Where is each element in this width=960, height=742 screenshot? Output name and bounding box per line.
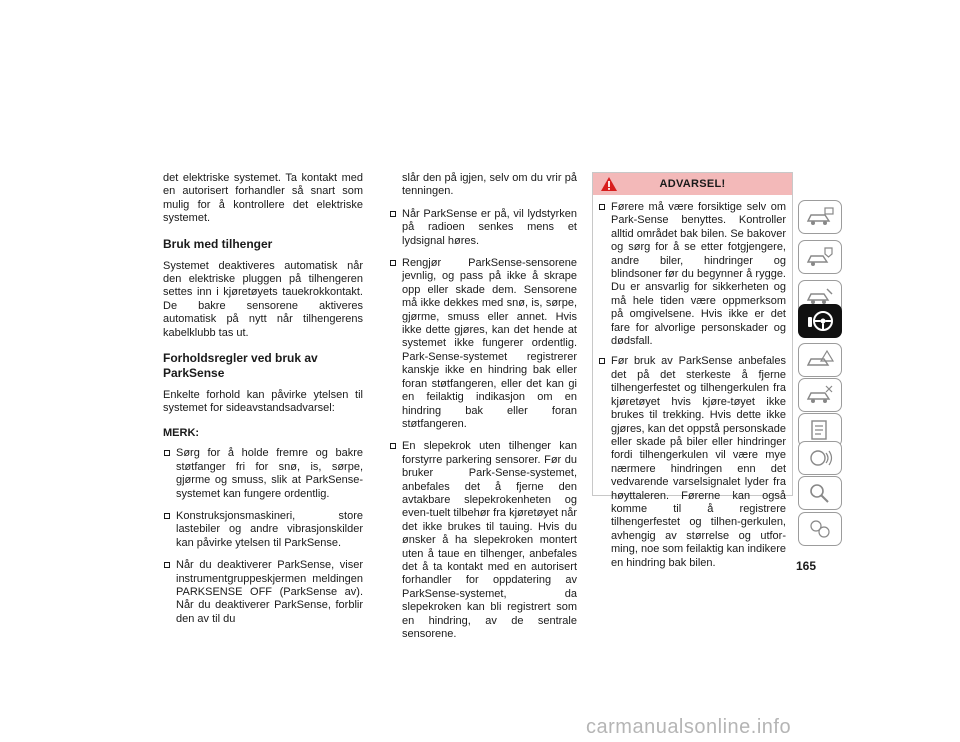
list-item: Rengjør ParkSense-sensorene jevnlig, og pass på ikke å skrape opp eller skade dem. Sensorene må ikke dekkes med snø, is, sørpe, gjørme, smuss eller annet. Hvis ikke dette gjøres, kan det hende at systemet ikke fungerer ordentlig. Park-Sense-systemet registrerer kanskje ikke en hindring bak eller foran støtfangeren, eller det kan gi en feilaktig indikasjon om en hindring bak eller foran støtfangeren.: [389, 257, 577, 431]
car-info-icon: [805, 205, 835, 229]
warning-title: ADVARSEL!: [659, 178, 726, 190]
warning-box: [592, 172, 793, 569]
language-icon: [805, 517, 835, 541]
tab-starting-operating[interactable]: [798, 304, 842, 338]
list-item: Før bruk av ParkSense anbefales det på det sterkeste å fjerne tilhengerfestet og tilhengerkulen fra kjøretøyet hvis kjøre-tøyet ikke brukes til trekking. Hvis dette ikke gjøres, kan det oppstå personskade eller skade på biler eller hindringer fordi tilhengerkulen vil være mye nærmere hindringen enn det vedvarende varselsignalet lyder fra høyttaleren. Førerne kan også komme til å registrere tilhengerfestet og tilhen-gerkulen, avhengig av størrelse og utfor-ming, noe som feilaktig kan indikere en hindring bak bilen.: [598, 355, 786, 570]
list-item: En slepekrok uten tilhenger kan forstyrre parkering sensorer. Før du bruker Park-Sense-systemet, anbefales det å fjerne den avtakbare slepekrokenheten og even-tuelt tilbehør fra kjøretøyet når det ikke brukes til tauing. Hvis du ønsker å ha slepekroken montert uten å taue en tilhenger, anbefales det å ta kontakt med en autorisert forhandler for oppdatering av ParkSense-systemet, da slepekroken kan bli registrert som en hindring, av de sentrale sensorene.: [389, 440, 577, 641]
checkbox-bullet-icon: [599, 358, 605, 364]
page-number: 165: [796, 559, 817, 573]
checkbox-bullet-icon: [164, 513, 170, 519]
warning-header: [593, 173, 792, 195]
note-label: MERK:: [163, 426, 200, 439]
text-column-left: [163, 172, 363, 635]
list-item: Sørg for å holde fremre og bakre støtfanger fri for snø, is, sørpe, gjørme og smuss, slik at ParkSense-systemet kan fungere ordentlig.: [163, 447, 363, 501]
car-safety-icon: [805, 245, 835, 269]
precautions-paragraph: Enkelte forhold kan påvirke ytelsen til systemet for sideavstandsadvarsel:: [163, 389, 363, 415]
trailer-paragraph: Systemet deaktiveres automatisk når den elektriske pluggen på tilhengeren settes inn i kjøretøyets tauekrokkontakt. De bakre sensorene aktiveres automatisk på nytt når tilhengerens kabelklubb tas ut.: [163, 259, 363, 339]
checkbox-bullet-icon: [390, 260, 396, 266]
car-service-icon: [805, 383, 835, 407]
list-item: Konstruksjonsmaskineri, store lastebiler og andre vibrasjonskilder kan påvirke ytelsen til ParkSense.: [163, 510, 363, 550]
steering-wheel-icon: [805, 309, 835, 333]
multimedia-icon: [805, 446, 835, 470]
tab-warning-lights[interactable]: [798, 343, 842, 377]
checkbox-bullet-icon: [164, 450, 170, 456]
continued-text: slår den på igjen, selv om du vrir på tenningen.: [402, 172, 577, 198]
checkbox-bullet-icon: [390, 443, 396, 449]
tab-language[interactable]: [798, 512, 842, 546]
tab-car-safety[interactable]: [798, 240, 842, 274]
tab-index[interactable]: [798, 476, 842, 510]
heading-precautions: Forholdsregler ved bruk av ParkSense: [163, 351, 318, 381]
note-list-continued: [389, 208, 577, 642]
heading-trailer: Bruk med tilhenger: [163, 236, 273, 251]
specifications-icon: [805, 418, 835, 442]
note-list: [163, 447, 363, 626]
list-item: Når ParkSense er på, vil lydstyrken på radioen senkes mens et lydsignal høres.: [389, 208, 577, 248]
warning-lights-icon: [805, 348, 835, 372]
warning-triangle-icon: [600, 176, 618, 192]
text-column-middle: [389, 172, 577, 650]
tab-car-info[interactable]: [798, 200, 842, 234]
tab-car-service[interactable]: [798, 378, 842, 412]
checkbox-bullet-icon: [164, 562, 170, 568]
watermark-text: carmanualsonline.info: [586, 716, 792, 738]
checkbox-bullet-icon: [390, 211, 396, 217]
list-item: Når du deaktiverer ParkSense, viser instrumentgruppeskjermen meldingen PARKSENSE OFF (ParkSense av). Når du deaktiverer ParkSense, forblir den av til du: [163, 559, 363, 626]
tab-multimedia[interactable]: [798, 441, 842, 475]
warning-list: [598, 201, 786, 570]
list-item: Førere må være forsiktige selv om Park-Sense benyttes. Kontroller alltid området bak bilen. Se bakover og sørg for å se etter fotgjengere, andre biler, hindringer og blindsoner før du begynner å rygge. Du er ansvarlig for sikkerheten og må hele tiden være oppmerksom på omgivelsene. Hvis ikke er det fare for alvorlige personskader og dødsfall.: [598, 201, 786, 348]
intro-paragraph: det elektriske systemet. Ta kontakt med en autorisert forhandler så snart som mulig for å kontrollere det elektriske systemet.: [163, 172, 363, 225]
checkbox-bullet-icon: [599, 204, 605, 210]
index-search-icon: [805, 481, 835, 505]
